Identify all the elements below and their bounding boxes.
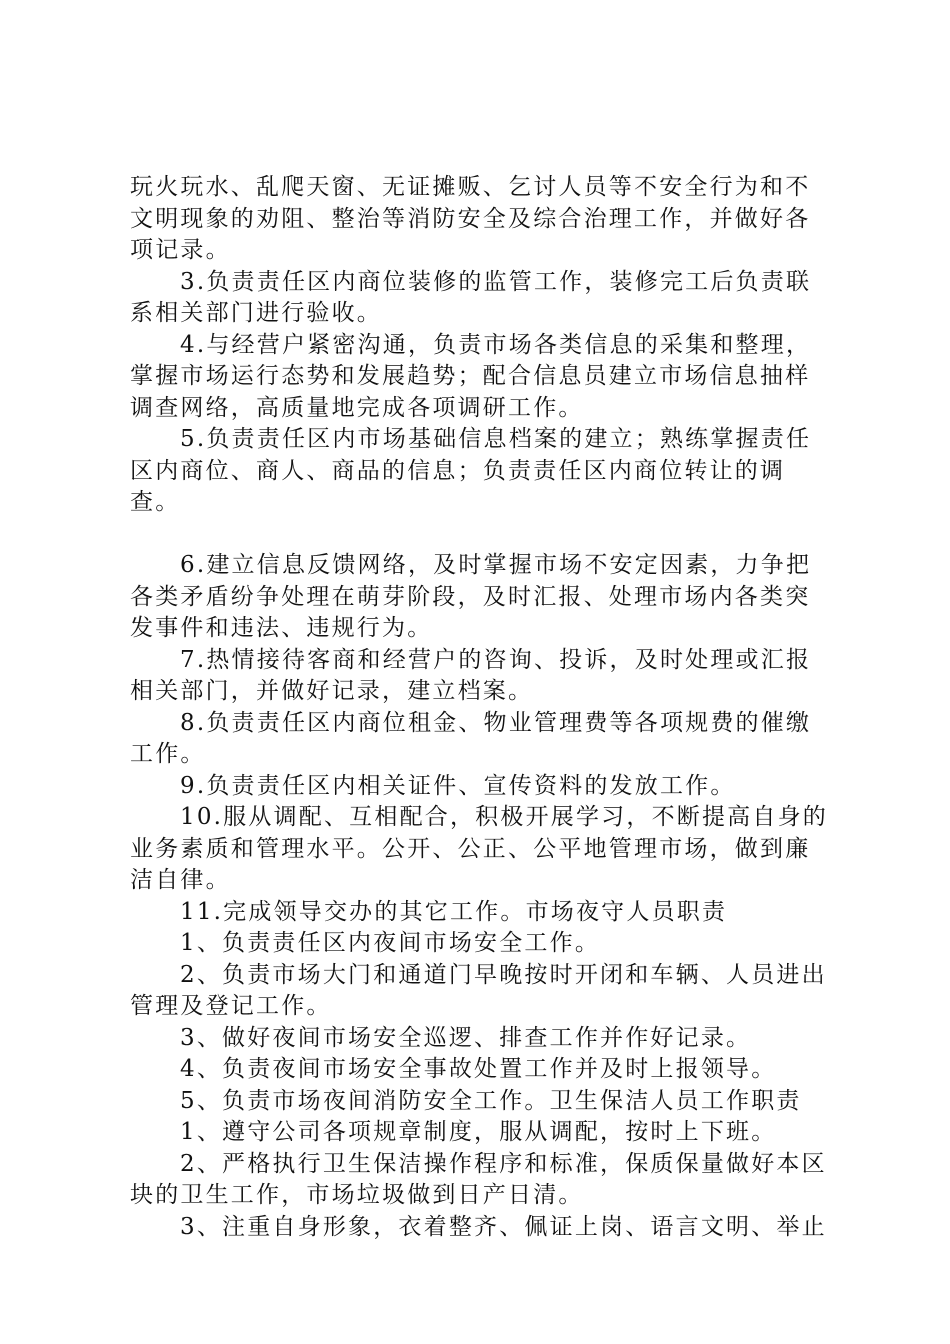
paragraph-cleaning-3: 3、注重自身形象，衣着整齐、佩证上岗、语言文明、举止: [180, 1213, 827, 1240]
document-body: [130, 172, 830, 1243]
paragraph-item-3: 3.负责责任区内商位装修的监管工作，装修完工后负责联系相关部门进行验收。: [130, 268, 812, 326]
paragraph-item-7: 7.热情接待客商和经营户的咨询、投诉，及时处理或汇报相关部门，并做好记录，建立档案。: [130, 646, 812, 704]
paragraph-item-11: 11.完成领导交办的其它工作。市场夜守人员职责: [180, 898, 728, 925]
paragraph-night-duty-5: 5、负责市场夜间消防安全工作。卫生保洁人员工作职责: [180, 1087, 802, 1114]
paragraph-night-duty-1: 1、负责责任区内夜间市场安全工作。: [180, 930, 601, 956]
paragraph-item-9: 9.负责责任区内相关证件、宣传资料的发放工作。: [180, 772, 736, 799]
paragraph-night-duty-4: 4、负责夜间市场安全事故处置工作并及时上报领导。: [180, 1056, 777, 1082]
paragraph-spacer: [130, 519, 830, 551]
paragraph-item-5: 5.负责责任区内市场基础信息档案的建立；熟练掌握责任区内商位、商人、商品的信息；负责责任区内商位转让的调查。: [130, 426, 812, 515]
paragraph-item-10: 10.服从调配、互相配合，积极开展学习，不断提高自身的业务素质和管理水平。公开、公正、公平地管理市场，做到廉洁自律。: [130, 804, 828, 893]
paragraph-item-6: 6.建立信息反馈网络，及时掌握市场不安定因素，力争把各类矛盾纷争处理在萌芽阶段，及时汇报、处理市场内各类突发事件和违法、违规行为。: [130, 552, 812, 641]
paragraph-cleaning-2: 2、严格执行卫生保洁操作程序和标准，保质保量做好本区块的卫生工作，市场垃圾做到日产日清。: [130, 1150, 827, 1208]
paragraph-continued-duties: 玩火玩水、乱爬天窗、无证摊贩、乞讨人员等不安全行为和不文明现象的劝阻、整治等消防安全及综合治理工作，并做好各项记录。: [130, 174, 811, 263]
paragraph-cleaning-1: 1、遵守公司各项规章制度，服从调配，按时上下班。: [180, 1119, 777, 1145]
paragraph-item-8: 8.负责责任区内商位租金、物业管理费等各项规费的催缴工作。: [130, 709, 812, 767]
paragraph-item-4: 4.与经营户紧密沟通，负责市场各类信息的采集和整理，掌握市场运行态势和发展趋势；配合信息员建立市场信息抽样调查网络，高质量地完成各项调研工作。: [130, 331, 812, 421]
paragraph-night-duty-3: 3、做好夜间市场安全巡逻、排查工作并作好记录。: [180, 1024, 752, 1051]
paragraph-night-duty-2: 2、负责市场大门和通道门早晚按时开闭和车辆、人员进出管理及登记工作。: [130, 961, 827, 1019]
